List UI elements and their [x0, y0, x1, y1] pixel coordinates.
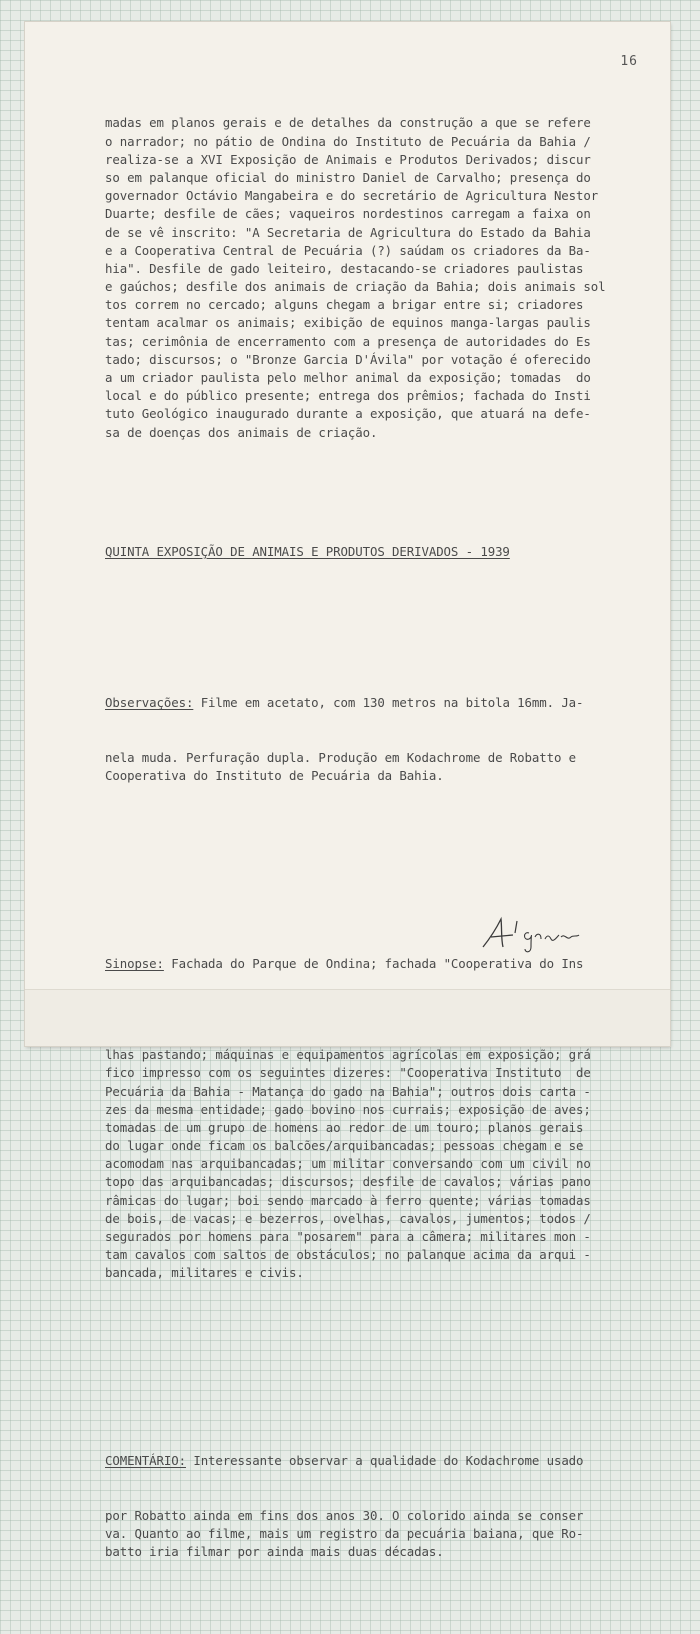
sinopse-line: segurados por homens para "posarem" para a câmera; militares mon - — [105, 1229, 591, 1245]
intro-line: hia". Desfile de gado leiteiro, destacando-se criadores paulistas — [105, 260, 584, 276]
section-title: QUINTA EXPOSIÇÃO DE ANIMAIS E PRODUTOS DERIVADOS - 1939 — [105, 543, 510, 559]
page-number: 16 — [620, 54, 638, 69]
comentario-line: va. Quanto ao filme, mais um registro da pecuária baiana, que Ro- — [105, 1526, 584, 1542]
observacoes-line: Cooperativa do Instituto de Pecuária da Bahia. — [105, 768, 444, 784]
sinopse-first-line: Fachada do Parque de Ondina; fachada "Cooperativa do Ins — [163, 956, 584, 972]
intro-line: o narrador; no pátio de Ondina do Instituto de Pecuária da Bahia / — [105, 133, 591, 149]
sinopse-line: tam cavalos com saltos de obstáculos; no palanque acima da arqui - — [105, 1247, 591, 1263]
intro-line: madas em planos gerais e de detalhes da construção a que se refere — [105, 115, 591, 131]
observacoes-line: nela muda. Perfuração dupla. Produção em Kodachrome de Robatto e — [105, 750, 577, 765]
intro-line: tentam acalmar os animais; exibição de equinos manga-largas paulis — [105, 315, 591, 331]
comentario-line: por Robatto ainda em fins dos anos 30. O colorido ainda se conser — [105, 1508, 584, 1524]
sinopse-line: de bois, de vacas; e bezerros, ovelhas, cavalos, jumentos; todos / — [105, 1210, 591, 1226]
comentario-label: COMENTÁRIO: — [105, 1453, 186, 1469]
intro-line: e gaúchos; desfile dos animais de criação da Bahia; dois animais sol — [105, 279, 606, 295]
sinopse-label: Sinopse: — [105, 956, 164, 972]
intro-line: e a Cooperativa Central de Pecuária (?) saúdam os criadores da Ba- — [105, 242, 591, 258]
page-footer-band — [25, 989, 670, 1046]
intro-line: tado; discursos; o "Bronze Garcia D'Ávila" por votação é oferecido — [105, 351, 591, 367]
observacoes-paragraph — [105, 658, 645, 822]
intro-line: tuto Geológico inaugurado durante a exposição, que atuará na defe- — [105, 406, 591, 422]
sinopse-line: fico impresso com os seguintes dizeres: "Cooperativa Instituto de — [105, 1065, 591, 1081]
sinopse-line: bancada, militares e civis. — [105, 1265, 304, 1281]
intro-line: Duarte; desfile de cães; vaqueiros nordestinos carregam a faixa on — [105, 206, 591, 222]
intro-line: de se vê inscrito: "A Secretaria de Agricultura do Estado da Bahia — [105, 224, 591, 240]
sinopse-line: tomadas de um grupo de homens ao redor de um touro; planos gerais — [105, 1119, 584, 1135]
intro-paragraph — [105, 114, 645, 441]
sinopse-line: acomodam nas arquibancadas; um militar conversando com um civil no — [105, 1156, 591, 1172]
intro-line: so em palanque oficial do ministro Daniel de Carvalho; presença do — [105, 169, 591, 185]
intro-line: a um criador paulista pelo melhor animal da exposição; tomadas do — [105, 370, 591, 386]
observacoes-first-line: Filme em acetato, com 130 metros na bitola 16mm. Ja- — [193, 695, 584, 711]
observacoes-label: Observações: — [105, 695, 194, 711]
sinopse-line: do lugar onde ficam os balcões/arquibancadas; pessoas chegam e se — [105, 1138, 584, 1154]
sinopse-line: lhas pastando; máquinas e equipamentos agrícolas em exposição; grá — [105, 1047, 591, 1063]
handwritten-signature — [473, 907, 593, 957]
intro-line: tas; cerimônia de encerramento com a presença de autoridades do Es — [105, 333, 591, 349]
sinopse-paragraph — [105, 919, 645, 1319]
intro-line: governador Octávio Mangabeira e do secretário de Agricultura Nestor — [105, 188, 599, 204]
intro-line: realiza-se a XVI Exposição de Animais e Produtos Derivados; discur — [105, 151, 591, 167]
comentario-paragraph — [105, 1416, 645, 1598]
intro-line: local e do público presente; entrega dos prêmios; fachada do Insti — [105, 388, 591, 404]
sinopse-line: Pecuária da Bahia - Matança do gado na Bahia"; outros dois carta - — [105, 1083, 591, 1099]
comentario-first-line: Interessante observar a qualidade do Kodachrome usado — [185, 1453, 584, 1469]
intro-line: sa de doenças dos animais de criação. — [105, 424, 378, 440]
comentario-line: batto iria filmar por ainda mais duas décadas. — [105, 1544, 444, 1560]
document-body — [105, 78, 645, 1634]
sinopse-line: râmicas do lugar; boi sendo marcado à ferro quente; várias tomadas — [105, 1192, 591, 1208]
document-page — [25, 22, 670, 1560]
sinopse-line: topo das arquibancadas; discursos; desfile de cavalos; várias pano — [105, 1174, 591, 1190]
section-title-line — [105, 543, 645, 561]
intro-line: tos correm no cercado; alguns chegam a brigar entre si; criadores — [105, 297, 584, 313]
sinopse-line: zes da mesma entidade; gado bovino nos currais; exposição de aves; — [105, 1101, 591, 1117]
